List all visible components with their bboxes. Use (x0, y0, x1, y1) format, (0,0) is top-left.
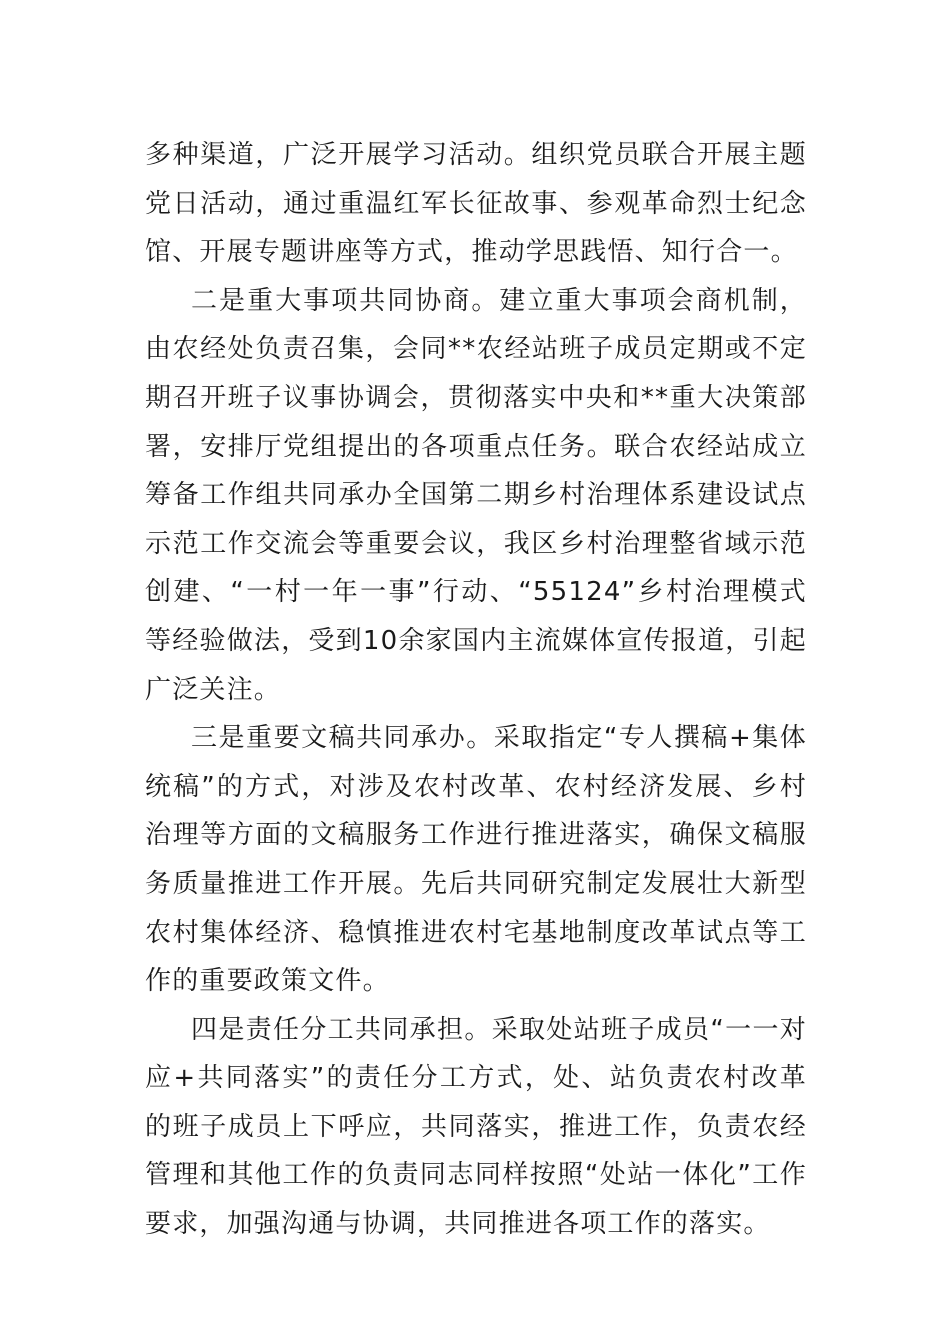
paragraph-responsibility-division: 四是责任分工共同承担。采取处站班子成员“一一对应+共同落实”的责任分工方式，处、站负责农村改革的班子成员上下呼应，共同落实，推进工作，负责农经管理和其他工作的负责同志同样按照“处站一体化”工作要求，加强沟通与协调，共同推进各项工作的落实。 (145, 1014, 807, 1240)
paragraph-major-matters: 二是重大事项共同协商。建立重大事项会商机制，由农经处负责召集，会同**农经站班子成员定期或不定期召开班子议事协调会，贯彻落实中央和**重大决策部署，安排厅党组提出的各项重点任务。联合农经站成立筹备工作组共同承办全国第二期乡村治理体系建设试点示范工作交流会等重要会议，我区乡村治理整省域示范创建、“一村一年一事”行动、“55124”乡村治理模式等经验做法，受到10余家国内主流媒体宣传报道，引起广泛关注。 (145, 285, 807, 705)
paragraph-important-documents: 三是重要文稿共同承办。采取指定“专人撰稿+集体统稿”的方式，对涉及农村改革、农村经济发展、乡村治理等方面的文稿服务工作进行推进落实，确保文稿服务质量推进工作开展。先后共同研究制定发展壮大新型农村集体经济、稳慎推进农村宅基地制度改革试点等工作的重要政策文件。 (145, 723, 807, 997)
document-page (145, 131, 807, 1249)
paragraph-continued: 多种渠道，广泛开展学习活动。组织党员联合开展主题党日活动，通过重温红军长征故事、参观革命烈士纪念馆、开展专题讲座等方式，推动学思践悟、知行合一。 (145, 140, 807, 268)
